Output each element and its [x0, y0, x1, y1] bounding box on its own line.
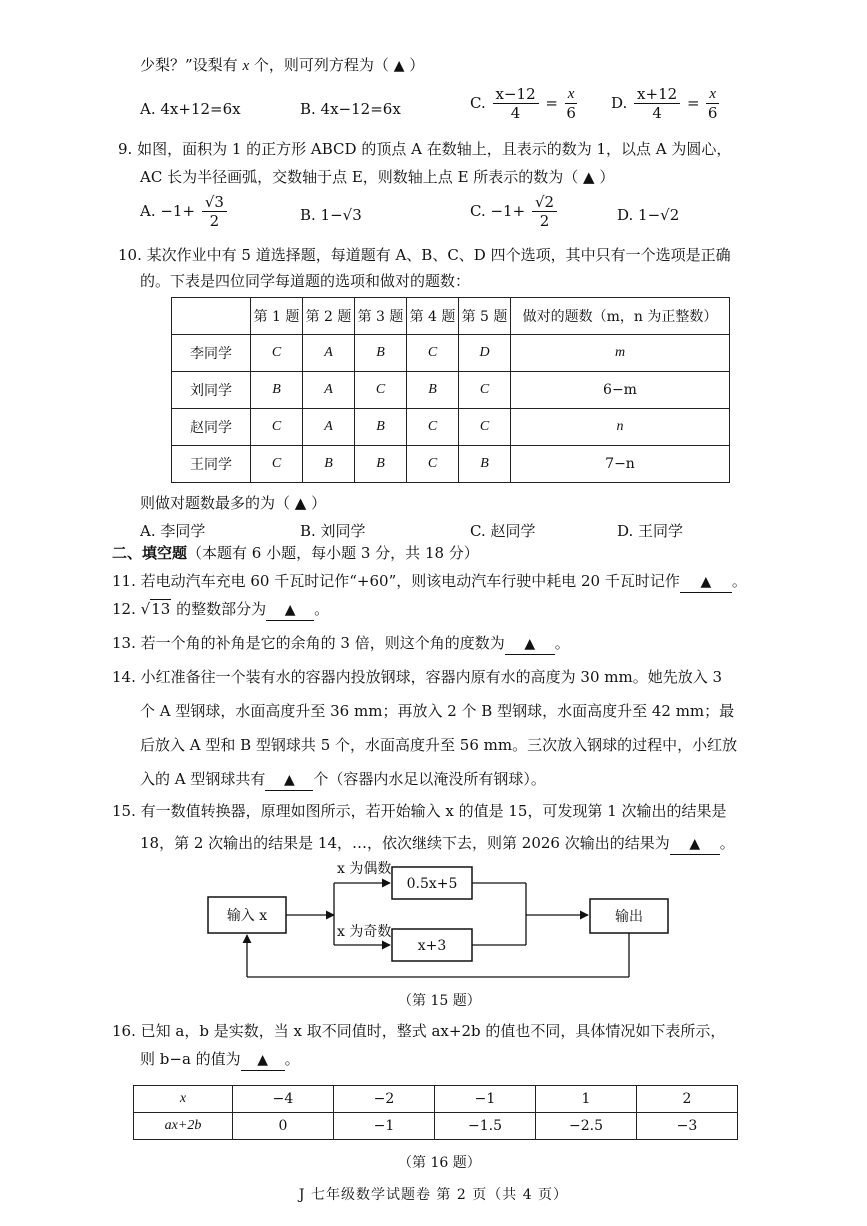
table-cell: B [459, 446, 511, 483]
table-cell: A [303, 335, 355, 372]
table-header-row [172, 298, 730, 335]
table-cell: B [303, 446, 355, 483]
q8-option-c: C. $\frac{x-12}{4}$ = $\frac{x}{6}$ [470, 85, 576, 122]
table-cell: B [355, 409, 407, 446]
table-cell: ax+2b [134, 1113, 233, 1140]
table-cell: 赵同学 [172, 409, 251, 446]
table-cell: 李同学 [172, 335, 251, 372]
table-cell: B [355, 335, 407, 372]
output-box-label: 输出 [615, 909, 643, 925]
table-cell: C [251, 335, 303, 372]
even-op-label: 0.5x+5 [406, 876, 458, 892]
table-row [172, 409, 730, 446]
table-cell: C [407, 446, 459, 483]
table-cell [172, 298, 251, 335]
table-row [134, 1086, 738, 1113]
table-row [172, 372, 730, 409]
table-cell: C [459, 372, 511, 409]
q10-question: 则做对题数最多的为（ ▲ ） [140, 494, 327, 512]
table-row [172, 335, 730, 372]
q8-option-d: D. $\frac{x+12}{4}$ = $\frac{x}{6}$ [611, 85, 718, 122]
q10-table [171, 297, 730, 483]
table-cell: −2.5 [536, 1113, 637, 1140]
q9-line-1: 9. 如图，面积为 1 的正方形 ABCD 的顶点 A 在数轴上，且表示的数为 1，以点 A 为圆心， [118, 140, 732, 158]
table-cell: B [407, 372, 459, 409]
q14-line-4: 入的 A 型钢球共有 ▲ 个（容器内水足以淹没所有钢球）。 [140, 770, 546, 791]
table-cell: 7−n [511, 446, 730, 483]
table-cell: 1 [536, 1086, 637, 1113]
even-condition-label: x 为偶数 [337, 861, 392, 877]
table-cell: −1 [435, 1086, 536, 1113]
table-cell: C [251, 409, 303, 446]
table-row [134, 1113, 738, 1140]
q10-line-2: 的。下表是四位同学每道题的选项和做对的题数： [140, 272, 471, 290]
table-cell: B [355, 446, 407, 483]
table-cell: 0 [233, 1113, 334, 1140]
table-cell: n [511, 409, 730, 446]
q9-option-b: B. 1−√3 [300, 206, 362, 224]
q10-line-1: 10. 某次作业中有 5 道选择题，每道题有 A、B、C、D 四个选项，其中只有一个选项是正确 [118, 246, 731, 264]
table-cell: 第 2 题 [303, 298, 355, 335]
table-cell: −1.5 [435, 1113, 536, 1140]
q16-table [133, 1085, 738, 1140]
q10-option-d: D. 王同学 [617, 522, 684, 540]
q14-line-1: 14. 小红准备往一个装有水的容器内投放钢球，容器内原有水的高度为 30 mm。她先放入 3 [112, 668, 723, 686]
table-cell: A [303, 372, 355, 409]
table-cell: 第 3 题 [355, 298, 407, 335]
q14-line-2: 个 A 型钢球，水面高度升至 36 mm；再放入 2 个 B 型钢球，水面高度升至 42 mm；最 [140, 702, 735, 720]
q9-line-2: AC 长为半径画弧，交数轴于点 E，则数轴上点 E 所表示的数为（ ▲ ） [140, 168, 615, 186]
table-cell: A [303, 409, 355, 446]
table-cell: −3 [637, 1113, 738, 1140]
table-row [172, 446, 730, 483]
input-box-label: 输入 x [226, 908, 268, 924]
table-cell: C [459, 409, 511, 446]
q15-line-2: 18，第 2 次输出的结果是 14，…，依次继续下去，则第 2026 次输出的结果为 ▲ 。 [140, 834, 735, 855]
q14-line-3: 后放入 A 型和 B 型钢球共 5 个，水面高度升至 56 mm。三次放入钢球的过程中，小红放 [140, 736, 738, 754]
q8-option-a: A. 4x+12=6x [140, 100, 241, 118]
page-footer: J 七年级数学试题卷 第 2 页（共 4 页） [298, 1187, 569, 1203]
table-cell: 做对的题数（m，n 为正整数） [511, 298, 730, 335]
q9-option-a: A. −1+ $\frac{√3}{2}$ [140, 194, 229, 230]
sqrt-symbol: √13 [140, 600, 171, 618]
q10-option-b: B. 刘同学 [300, 522, 366, 540]
odd-condition-label: x 为奇数 [337, 924, 392, 940]
table-cell: C [251, 446, 303, 483]
section-heading: 二、填空题（本题有 6 小题，每小题 3 分，共 18 分） [112, 544, 479, 562]
q9-option-d: D. 1−√2 [617, 206, 680, 224]
q16-line-2: 则 b−a 的值为 ▲ 。 [140, 1050, 300, 1071]
table-cell: C [407, 335, 459, 372]
q15-flow-diagram [200, 855, 680, 985]
table-cell: 刘同学 [172, 372, 251, 409]
q11: 11. 若电动汽车充电 60 千瓦时记作“+60”，则该电动汽车行驶中耗电 20 千瓦时记作 ▲ 。 [112, 572, 747, 593]
table-cell: C [355, 372, 407, 409]
table-cell: 第 1 题 [251, 298, 303, 335]
table-cell: 第 4 题 [407, 298, 459, 335]
q12: 12. √13 的整数部分为 ▲ 。 [112, 600, 329, 621]
q9-option-c: C. −1+ $\frac{√2}{2}$ [470, 194, 559, 230]
table-cell: x [134, 1086, 233, 1113]
table-cell: B [251, 372, 303, 409]
q16-line-1: 16. 已知 a，b 是实数，当 x 取不同值时，整式 ax+2b 的值也不同，具体情况如下表所示， [112, 1022, 726, 1040]
table-cell: 6−m [511, 372, 730, 409]
table-cell: C [407, 409, 459, 446]
table-cell: m [511, 335, 730, 372]
q8-stem: 少梨？”设梨有 x 个，则可列方程为（ ▲ ） [140, 56, 425, 74]
table-cell: 2 [637, 1086, 738, 1113]
table-cell: 王同学 [172, 446, 251, 483]
q8-option-b: B. 4x−12=6x [300, 100, 401, 118]
q13: 13. 若一个角的补角是它的余角的 3 倍，则这个角的度数为 ▲ 。 [112, 634, 570, 655]
table-cell: −4 [233, 1086, 334, 1113]
q10-option-a: A. 李同学 [140, 522, 206, 540]
odd-op-label: x+3 [417, 938, 447, 954]
table-cell: −1 [334, 1113, 435, 1140]
table-cell: D [459, 335, 511, 372]
table-cell: 第 5 题 [459, 298, 511, 335]
q15-line-1: 15. 有一数值转换器，原理如图所示，若开始输入 x 的值是 15，可发现第 1 次输出的结果是 [112, 802, 727, 820]
table-cell: −2 [334, 1086, 435, 1113]
q10-option-c: C. 赵同学 [470, 522, 536, 540]
q16-caption: （第 16 题） [398, 1155, 481, 1171]
q15-caption: （第 15 题） [398, 993, 481, 1009]
